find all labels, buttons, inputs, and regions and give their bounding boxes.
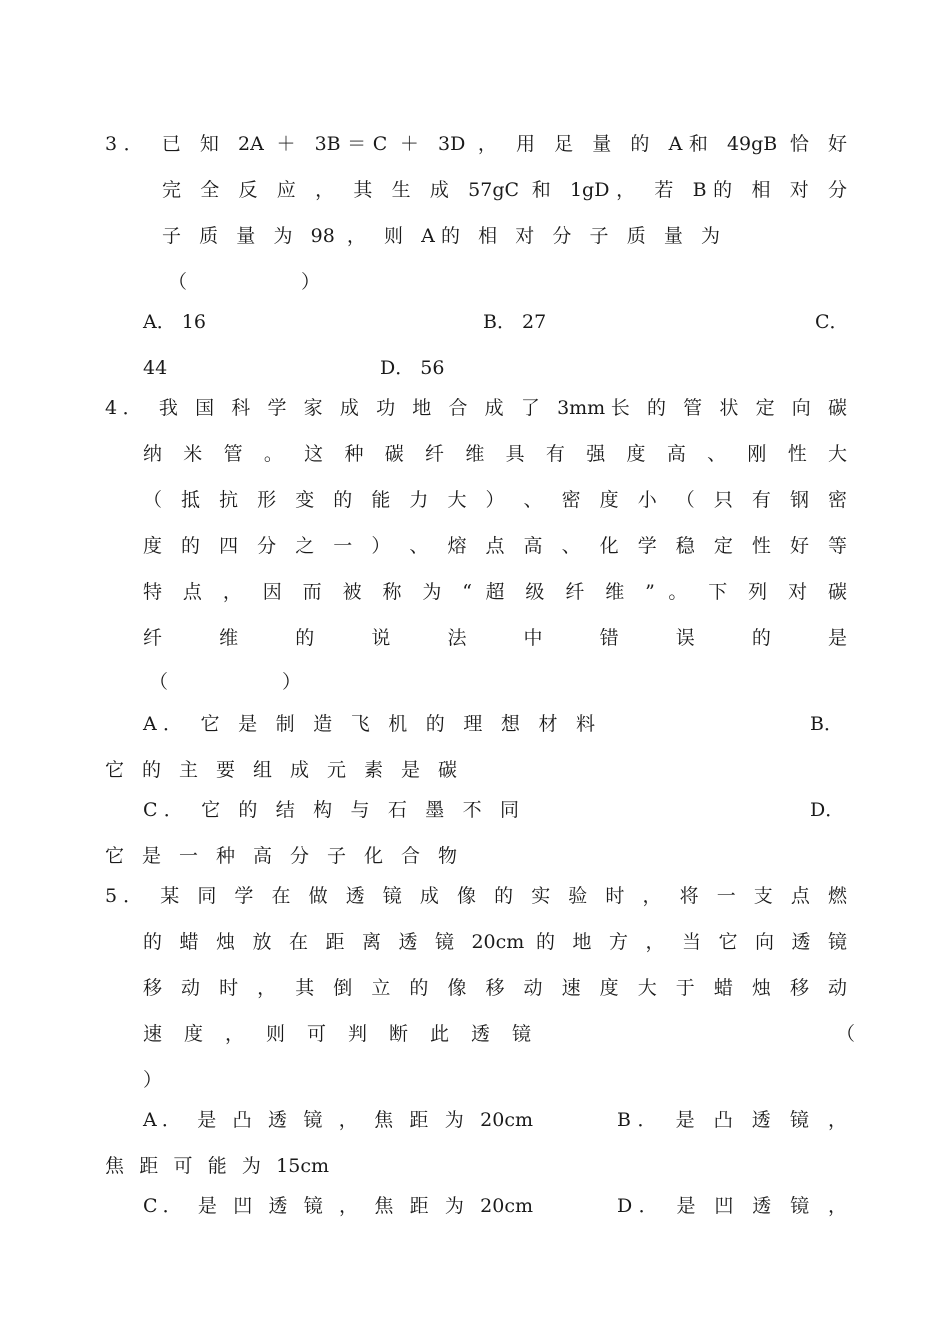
q4-line-3: （ 抵 抗 形 变 的 能 力 大 ） 、 密 度 小 （ 只 有 钢 密	[143, 489, 847, 511]
q5-option-a: A． 是 凸 透 镜 ， 焦 距 为 20cm	[143, 1109, 533, 1131]
q4-line-6: 纤 维 的 说 法 中 错 误 的 是	[143, 627, 847, 649]
q4-line-1: 4． 我 国 科 学 家 成 功 地 合 成 了 3mm长 的 管 状 定 向 碳	[105, 397, 847, 419]
q5-answer-blank-close: ）	[143, 1069, 163, 1091]
q5-line-1: 5． 某 同 学 在 做 透 镜 成 像 的 实 验 时 ， 将 一 支 点 燃	[105, 885, 847, 907]
q3-line-2: 完 全 反 应 ， 其 生 成 57gC 和 1gD， 若 B的 相 对 分	[162, 179, 847, 201]
q4-option-d-label: D．	[810, 799, 845, 821]
q4-option-d-text: 它 是 一 种 高 分 子 化 合 物	[105, 845, 457, 867]
q5-line-4: 速 度 ， 则 可 判 断 此 透 镜	[143, 1023, 531, 1045]
q3-line-3: 子 质 量 为 98 ， 则 A的 相 对 分 子 质 量 为	[162, 225, 720, 247]
q4-answer-blank: （ ）	[149, 671, 301, 693]
q3-line-1: 3． 已 知 2A ＋ 3B＝C ＋ 3D ， 用 足 量 的 A和 49gB 恰 好	[105, 133, 847, 155]
q5-line-3: 移 动 时 ， 其 倒 立 的 像 移 动 速 度 大 于 蜡 烛 移 动	[143, 977, 847, 999]
q4-option-c: C． 它 的 结 构 与 石 墨 不 同	[143, 799, 519, 821]
q5-line-2: 的 蜡 烛 放 在 距 离 透 镜 20cm 的 地 方 ， 当 它 向 透 镜	[143, 931, 847, 953]
q4-option-b-text: 它 的 主 要 组 成 元 素 是 碳	[105, 759, 457, 781]
q5-option-b-label: B． 是 凸 透 镜 ，	[617, 1109, 847, 1131]
q3-option-a: A． 16	[143, 311, 206, 333]
q4-option-b-label: B．	[810, 713, 843, 735]
q5-option-d-label: D． 是 凹 透 镜 ，	[617, 1195, 847, 1217]
q3-option-c-value: 44	[143, 357, 168, 379]
q5-option-c: C． 是 凹 透 镜 ， 焦 距 为 20cm	[143, 1195, 533, 1217]
q3-option-c-label: C．	[815, 311, 849, 333]
q5-option-b-text: 焦 距 可 能 为 15cm	[105, 1155, 329, 1177]
q3-answer-blank: （ ）	[168, 271, 320, 293]
q4-line-4: 度 的 四 分 之 一 ） 、 熔 点 高 、 化 学 稳 定 性 好 等	[143, 535, 847, 557]
q5-answer-blank-open: （	[836, 1023, 856, 1045]
q4-line-5: 特 点 ， 因 而 被 称 为 “ 超 级 纤 维 ” 。 下 列 对 碳	[143, 581, 847, 603]
q3-option-d: D． 56	[380, 357, 445, 379]
q4-line-2: 纳 米 管 。 这 种 碳 纤 维 具 有 强 度 高 、 刚 性 大	[143, 443, 847, 465]
q3-option-b: B． 27	[483, 311, 547, 333]
q4-option-a: A． 它 是 制 造 飞 机 的 理 想 材 料	[143, 713, 595, 735]
